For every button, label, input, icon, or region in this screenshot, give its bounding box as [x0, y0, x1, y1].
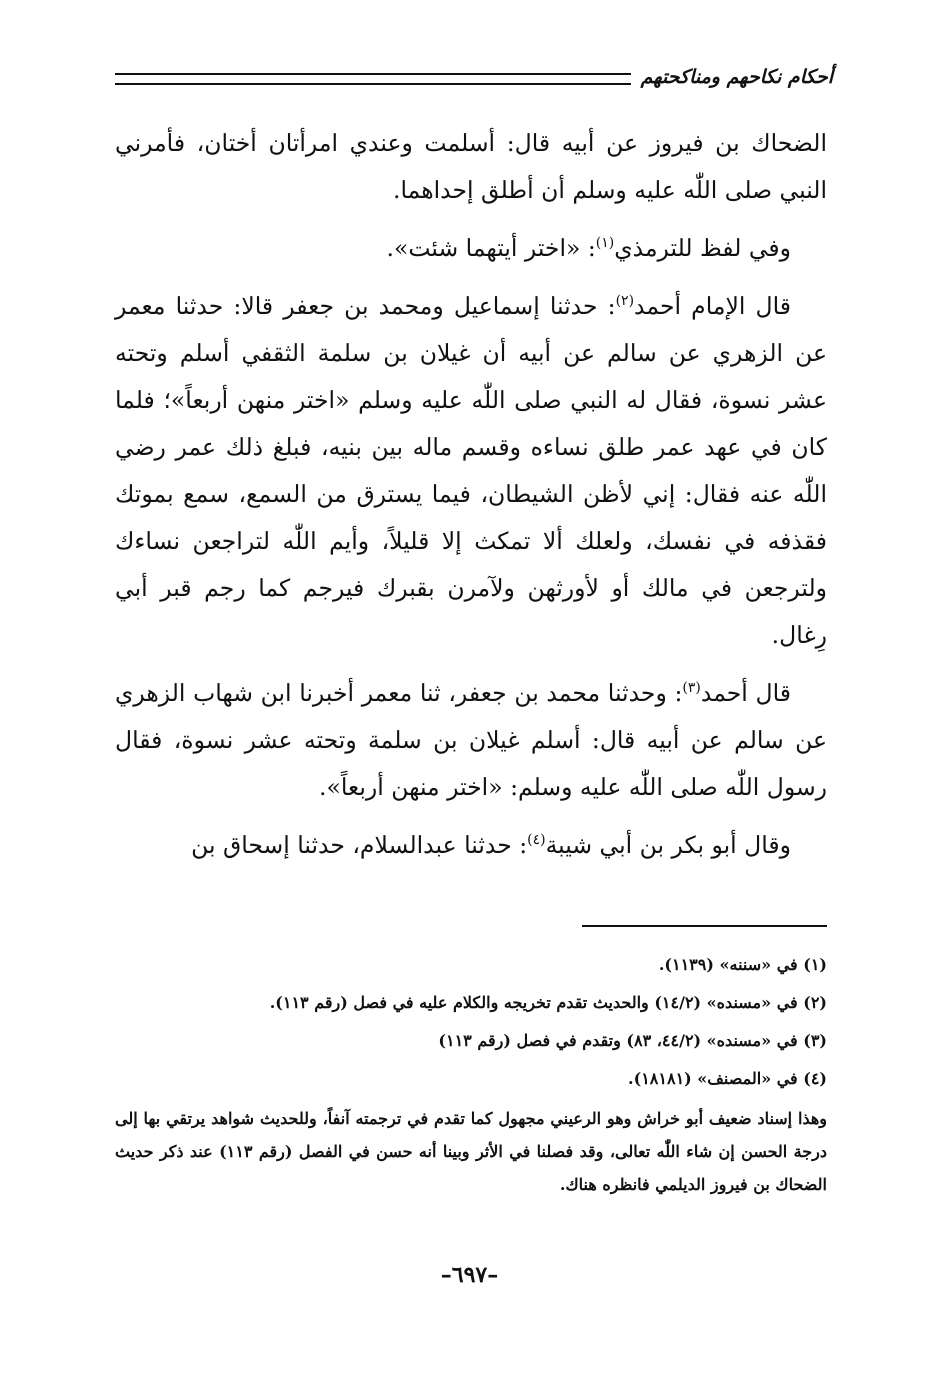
footnote-ref-3[interactable]: (٣) [682, 680, 701, 697]
paragraph-5 [115, 822, 827, 869]
footnote-separator [582, 925, 827, 927]
paragraph-1: الضحاك بن فيروز عن أبيه قال: أسلمت وعندي امرأتان أختان، فأمرني النبي صلى اللّٰه عليه وسلم أن أطلق إحداهما. [115, 129, 827, 204]
paragraph-2-text: وفي لفظ للترمذي [614, 234, 791, 262]
paragraph-2-rest: : «اختر أيتهما شئت». [386, 234, 596, 262]
footnote-3: (٣) في «مسنده» (٤٤/٢، ٨٣) وتقدم في فصل (رقم ١١٣) [438, 1031, 827, 1050]
main-text [115, 120, 827, 880]
paragraph-4-text: قال أحمد [700, 679, 791, 707]
footnote-ref-4[interactable]: (٤) [527, 832, 546, 849]
header-title: أحكام نكاحهم ومناكحتهم [640, 66, 833, 88]
footnote-1: (١) في «سننه» (١١٣٩). [658, 955, 827, 974]
page-number: –٦٩٧– [440, 1262, 499, 1288]
header-double-rule [115, 73, 631, 85]
paragraph-3 [115, 283, 827, 659]
running-header [115, 62, 833, 92]
paragraph-5-rest: : حدثنا عبدالسلام، حدثنا إسحاق بن [191, 831, 528, 859]
footnotes [115, 946, 827, 1201]
paragraph-5-text: وقال أبو بكر بن أبي شيبة [545, 831, 791, 859]
footnote-ref-1[interactable]: (١) [595, 235, 615, 252]
paragraph-3-rest: : حدثنا إسماعيل ومحمد بن جعفر قالا: حدثنا معمر عن الزهري عن سالم عن أبيه أن غيلان بن سلمة الثقفي أسلم وتحته عشر نسوة، فقال له النبي صلى اللّٰه عليه وسلم «اختر منهن أربعاً»؛ فلما كان في عهد عمر طلق نساءه وقسم ماله بين بنيه، فبلغ ذلك عمر رضي اللّٰه عنه فقال: إني لأظن الشيطان، فيما يسترق من السمع، سمع بموتك فقذفه في نفسك، ولعلك ألا تمكث إلا قليلاً، وأيم اللّٰه لتراجعن نساءك ولترجعن في مالك أو لأورثهن ولآمرن بقبرك فيرجم كما رجم قبر أبي رِغال. [115, 292, 827, 649]
footnote-4: (٤) في «المصنف» (١٨١٨١). [628, 1069, 827, 1088]
footnote-ref-2[interactable]: (٢) [615, 293, 635, 310]
paragraph-4 [115, 670, 827, 811]
footnote-2: (٢) في «مسنده» (١٤/٢) والحديث تقدم تخريجه والكلام عليه في فصل (رقم ١١٣). [269, 993, 827, 1012]
paragraph-4-rest: : وحدثنا محمد بن جعفر، ثنا معمر أخبرنا ابن شهاب الزهري عن سالم عن أبيه قال: أسلم غيلان بن سلمة وتحته عشر نسوة، فقال رسول اللّٰه صلى اللّٰه عليه وسلم: «اختر منهن أربعاً». [115, 679, 827, 801]
paragraph-2 [115, 225, 827, 272]
paragraph-3-text: قال الإمام أحمد [634, 292, 791, 320]
footnote-note: وهذا إسناد ضعيف أبو خراش وهو الرعيني مجهول كما تقدم في ترجمته آنفاً، وللحديث شواهد يرتقي بها إلى درجة الحسن إن شاء اللّٰه تعالى، وقد فصلنا في الأثر وبينا أنه حسن في الفصل (رقم ١١٣) عند ذكر حديث الضحاك بن فيروز الديلمي فانظره هناك. [115, 1109, 827, 1194]
